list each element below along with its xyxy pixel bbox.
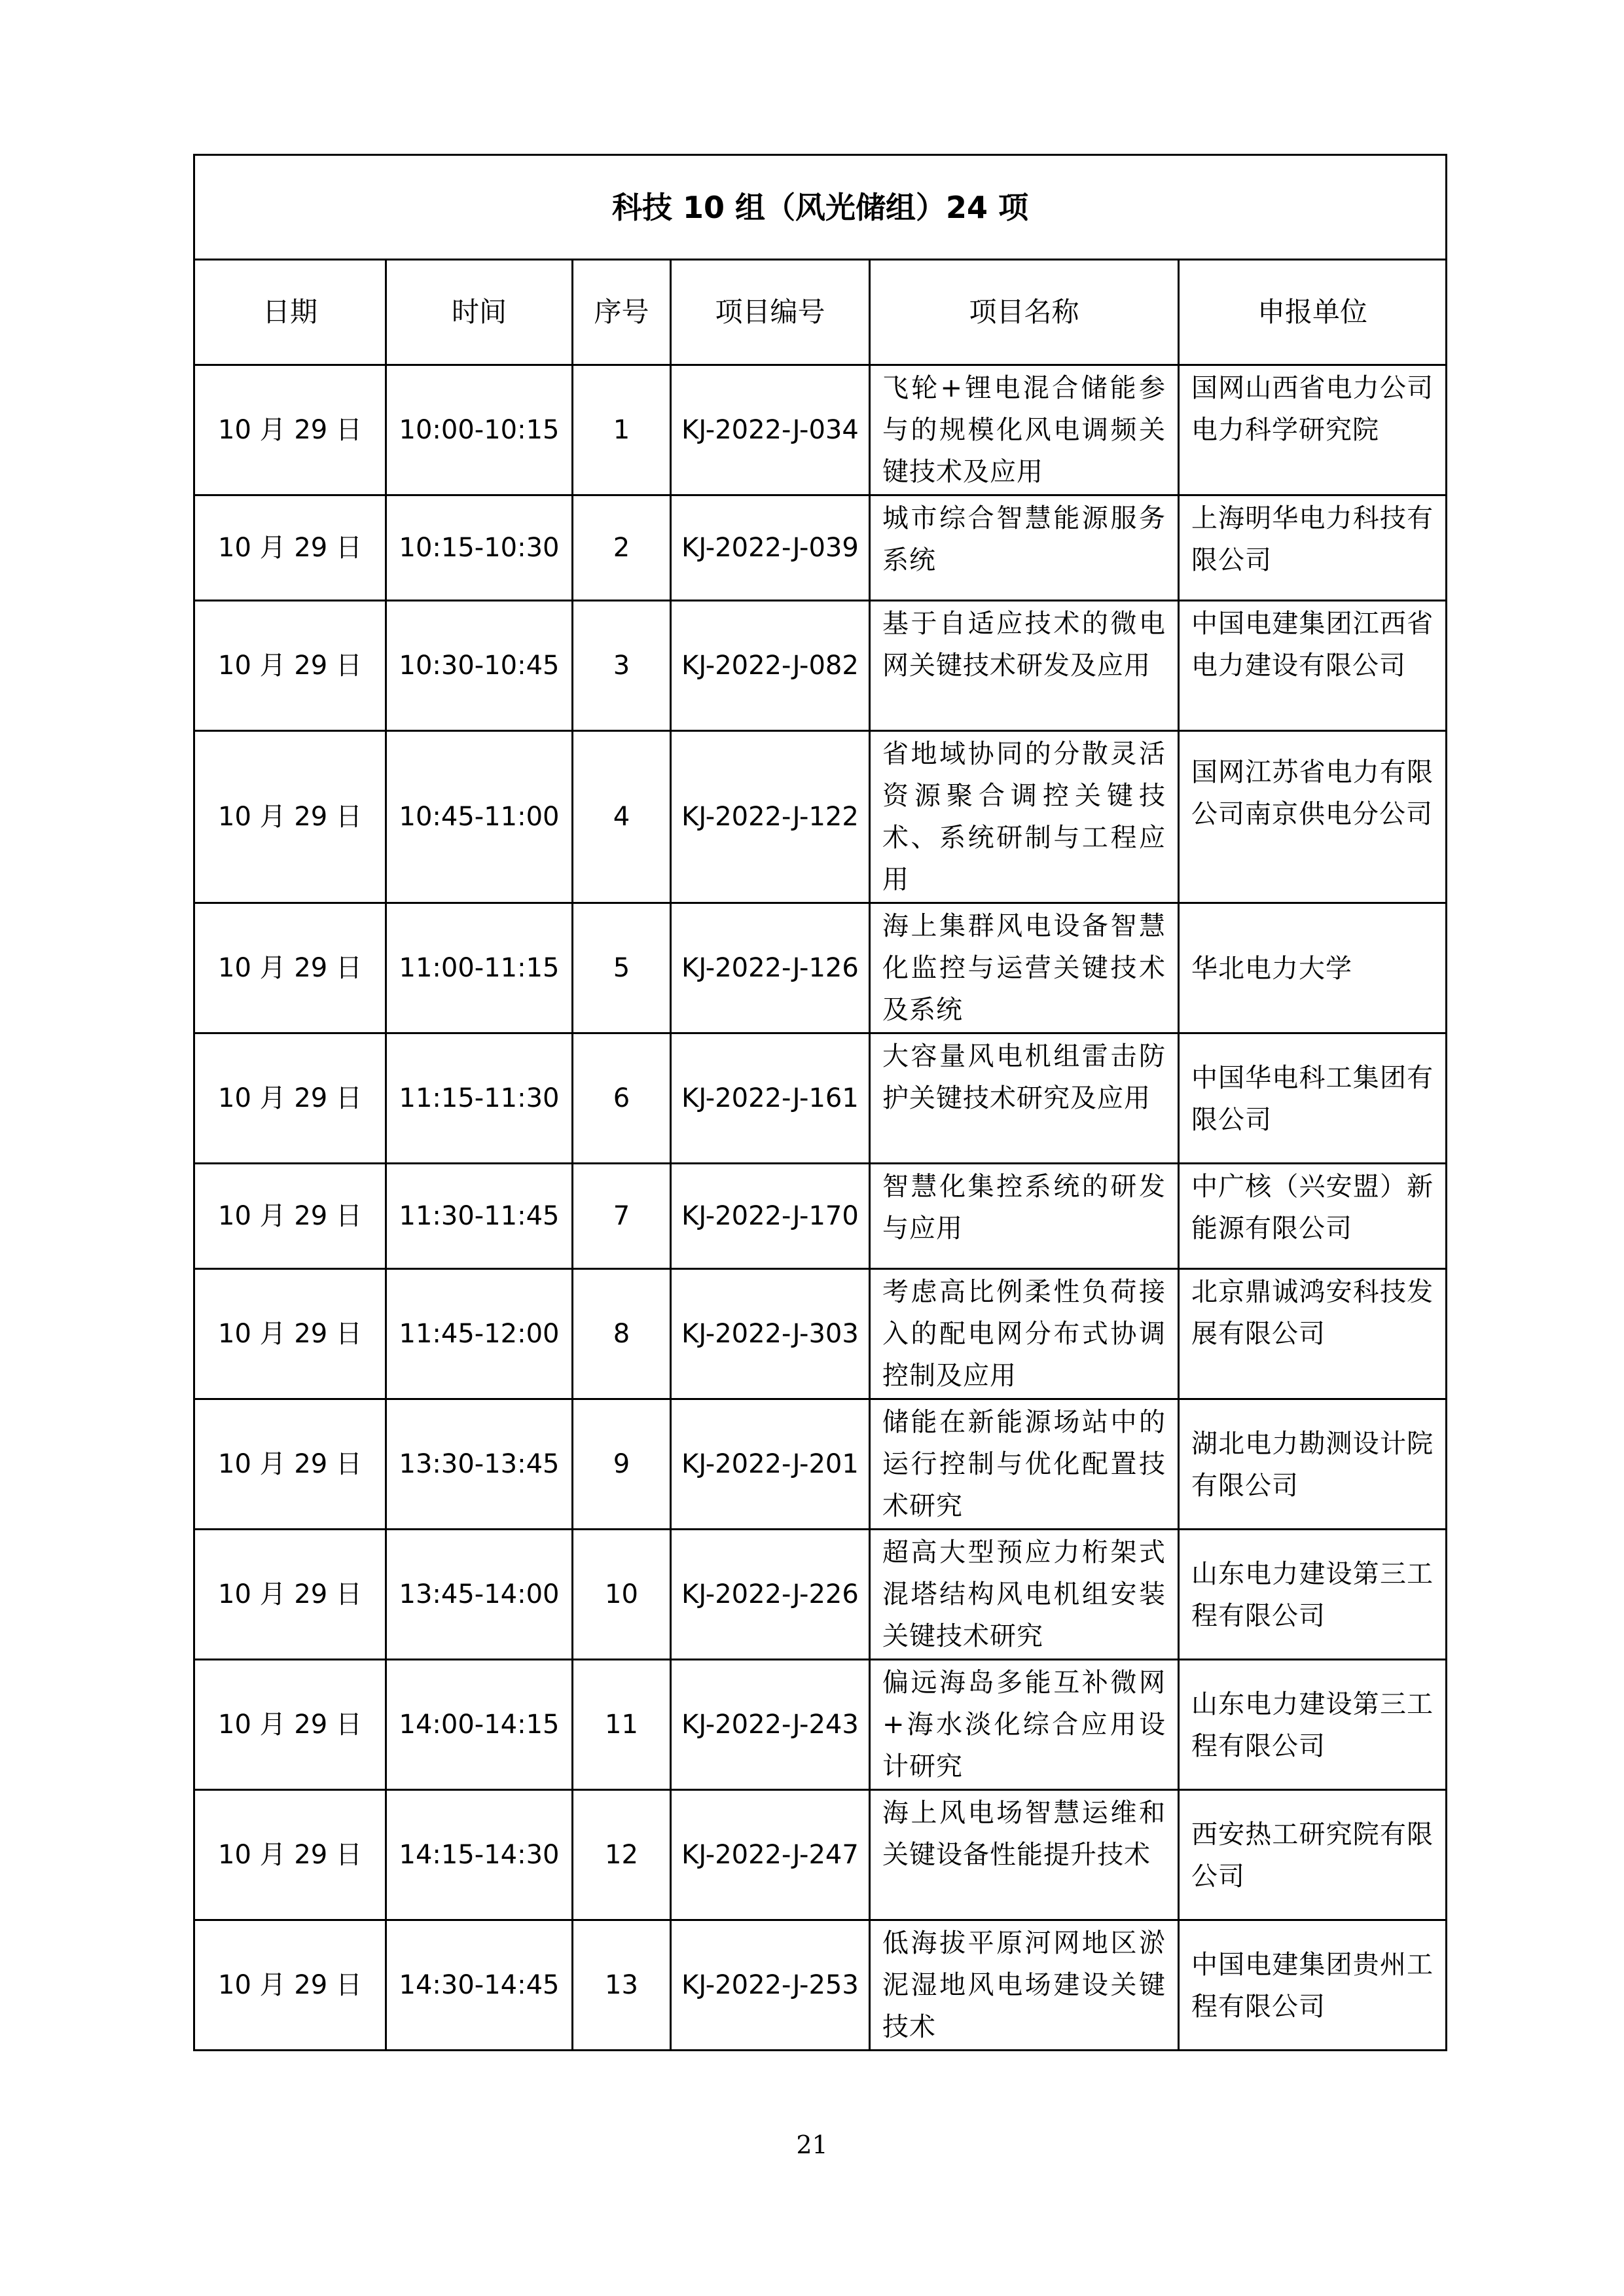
cell-unit: 上海明华电力科技有限公司 bbox=[1179, 495, 1447, 601]
cell-number: 2 bbox=[573, 495, 671, 601]
header-row bbox=[194, 260, 1447, 365]
cell-date: 10 月 29 日 bbox=[194, 1660, 386, 1790]
cell-unit: 中广核（兴安盟）新能源有限公司 bbox=[1179, 1164, 1447, 1269]
schedule-table bbox=[193, 154, 1447, 2051]
cell-project-code: KJ-2022-J-303 bbox=[671, 1269, 870, 1399]
cell-project-code: KJ-2022-J-201 bbox=[671, 1399, 870, 1530]
header-number: 序号 bbox=[573, 260, 671, 365]
cell-unit: 西安热工研究院有限公司 bbox=[1179, 1790, 1447, 1920]
cell-project-name: 省地域协同的分散灵活资源聚合调控关键技术、系统研制与工程应用 bbox=[870, 731, 1179, 903]
cell-time: 13:30-13:45 bbox=[386, 1399, 573, 1530]
cell-project-name: 低海拔平原河网地区淤泥湿地风电场建设关键技术 bbox=[870, 1920, 1179, 2051]
cell-unit: 山东电力建设第三工程有限公司 bbox=[1179, 1530, 1447, 1660]
cell-time: 14:30-14:45 bbox=[386, 1920, 573, 2051]
cell-number: 9 bbox=[573, 1399, 671, 1530]
cell-unit: 国网江苏省电力有限公司南京供电分公司 bbox=[1179, 731, 1447, 903]
table-row bbox=[194, 1033, 1447, 1164]
cell-time: 11:00-11:15 bbox=[386, 903, 573, 1033]
cell-number: 7 bbox=[573, 1164, 671, 1269]
cell-unit: 中国华电科工集团有限公司 bbox=[1179, 1033, 1447, 1164]
table-title: 科技 10 组（风光储组）24 项 bbox=[194, 155, 1447, 260]
cell-time: 14:00-14:15 bbox=[386, 1660, 573, 1790]
cell-time: 10:00-10:15 bbox=[386, 365, 573, 495]
header-date: 日期 bbox=[194, 260, 386, 365]
cell-project-name: 海上风电场智慧运维和关键设备性能提升技术 bbox=[870, 1790, 1179, 1920]
cell-unit: 中国电建集团江西省电力建设有限公司 bbox=[1179, 601, 1447, 731]
cell-project-code: KJ-2022-J-122 bbox=[671, 731, 870, 903]
table-row bbox=[194, 1399, 1447, 1530]
cell-time: 10:15-10:30 bbox=[386, 495, 573, 601]
table-row bbox=[194, 1660, 1447, 1790]
cell-unit: 山东电力建设第三工程有限公司 bbox=[1179, 1660, 1447, 1790]
cell-date: 10 月 29 日 bbox=[194, 1164, 386, 1269]
cell-number: 10 bbox=[573, 1530, 671, 1660]
cell-number: 12 bbox=[573, 1790, 671, 1920]
table-row bbox=[194, 731, 1447, 903]
cell-date: 10 月 29 日 bbox=[194, 1033, 386, 1164]
table-row bbox=[194, 1269, 1447, 1399]
cell-project-name: 考虑高比例柔性负荷接入的配电网分布式协调控制及应用 bbox=[870, 1269, 1179, 1399]
cell-project-name: 基于自适应技术的微电网关键技术研发及应用 bbox=[870, 601, 1179, 731]
cell-project-code: KJ-2022-J-039 bbox=[671, 495, 870, 601]
cell-time: 10:45-11:00 bbox=[386, 731, 573, 903]
table-row bbox=[194, 1920, 1447, 2051]
cell-project-name: 超高大型预应力桁架式混塔结构风电机组安装关键技术研究 bbox=[870, 1530, 1179, 1660]
cell-number: 4 bbox=[573, 731, 671, 903]
table-row bbox=[194, 495, 1447, 601]
cell-date: 10 月 29 日 bbox=[194, 365, 386, 495]
cell-project-code: KJ-2022-J-247 bbox=[671, 1790, 870, 1920]
cell-time: 10:30-10:45 bbox=[386, 601, 573, 731]
cell-number: 11 bbox=[573, 1660, 671, 1790]
cell-project-name: 偏远海岛多能互补微网+海水淡化综合应用设计研究 bbox=[870, 1660, 1179, 1790]
cell-date: 10 月 29 日 bbox=[194, 1269, 386, 1399]
header-project-code: 项目编号 bbox=[671, 260, 870, 365]
cell-unit: 国网山西省电力公司电力科学研究院 bbox=[1179, 365, 1447, 495]
cell-time: 11:15-11:30 bbox=[386, 1033, 573, 1164]
cell-project-code: KJ-2022-J-034 bbox=[671, 365, 870, 495]
cell-date: 10 月 29 日 bbox=[194, 1530, 386, 1660]
cell-project-name: 智慧化集控系统的研发与应用 bbox=[870, 1164, 1179, 1269]
cell-project-name: 大容量风电机组雷击防护关键技术研究及应用 bbox=[870, 1033, 1179, 1164]
table-row bbox=[194, 903, 1447, 1033]
header-project-name: 项目名称 bbox=[870, 260, 1179, 365]
cell-unit: 北京鼎诚鸿安科技发展有限公司 bbox=[1179, 1269, 1447, 1399]
cell-project-code: KJ-2022-J-161 bbox=[671, 1033, 870, 1164]
header-unit: 申报单位 bbox=[1179, 260, 1447, 365]
cell-unit: 华北电力大学 bbox=[1179, 903, 1447, 1033]
cell-number: 5 bbox=[573, 903, 671, 1033]
cell-date: 10 月 29 日 bbox=[194, 495, 386, 601]
table-row bbox=[194, 1790, 1447, 1920]
cell-project-code: KJ-2022-J-126 bbox=[671, 903, 870, 1033]
cell-project-code: KJ-2022-J-226 bbox=[671, 1530, 870, 1660]
table-row bbox=[194, 365, 1447, 495]
cell-number: 3 bbox=[573, 601, 671, 731]
page-number: 21 bbox=[796, 2130, 828, 2159]
cell-date: 10 月 29 日 bbox=[194, 601, 386, 731]
cell-date: 10 月 29 日 bbox=[194, 903, 386, 1033]
table-row bbox=[194, 601, 1447, 731]
table-row bbox=[194, 1164, 1447, 1269]
cell-unit: 中国电建集团贵州工程有限公司 bbox=[1179, 1920, 1447, 2051]
cell-time: 13:45-14:00 bbox=[386, 1530, 573, 1660]
cell-project-code: KJ-2022-J-170 bbox=[671, 1164, 870, 1269]
cell-project-code: KJ-2022-J-253 bbox=[671, 1920, 870, 2051]
cell-project-code: KJ-2022-J-243 bbox=[671, 1660, 870, 1790]
cell-time: 11:45-12:00 bbox=[386, 1269, 573, 1399]
cell-unit: 湖北电力勘测设计院有限公司 bbox=[1179, 1399, 1447, 1530]
cell-time: 11:30-11:45 bbox=[386, 1164, 573, 1269]
header-time: 时间 bbox=[386, 260, 573, 365]
cell-date: 10 月 29 日 bbox=[194, 731, 386, 903]
cell-date: 10 月 29 日 bbox=[194, 1790, 386, 1920]
cell-number: 13 bbox=[573, 1920, 671, 2051]
cell-number: 8 bbox=[573, 1269, 671, 1399]
table-row bbox=[194, 1530, 1447, 1660]
cell-project-name: 城市综合智慧能源服务系统 bbox=[870, 495, 1179, 601]
cell-date: 10 月 29 日 bbox=[194, 1399, 386, 1530]
cell-project-name: 飞轮+锂电混合储能参与的规模化风电调频关键技术及应用 bbox=[870, 365, 1179, 495]
cell-time: 14:15-14:30 bbox=[386, 1790, 573, 1920]
cell-project-code: KJ-2022-J-082 bbox=[671, 601, 870, 731]
cell-date: 10 月 29 日 bbox=[194, 1920, 386, 2051]
cell-number: 1 bbox=[573, 365, 671, 495]
cell-project-name: 储能在新能源场站中的运行控制与优化配置技术研究 bbox=[870, 1399, 1179, 1530]
title-row bbox=[194, 155, 1447, 260]
cell-number: 6 bbox=[573, 1033, 671, 1164]
cell-project-name: 海上集群风电设备智慧化监控与运营关键技术及系统 bbox=[870, 903, 1179, 1033]
